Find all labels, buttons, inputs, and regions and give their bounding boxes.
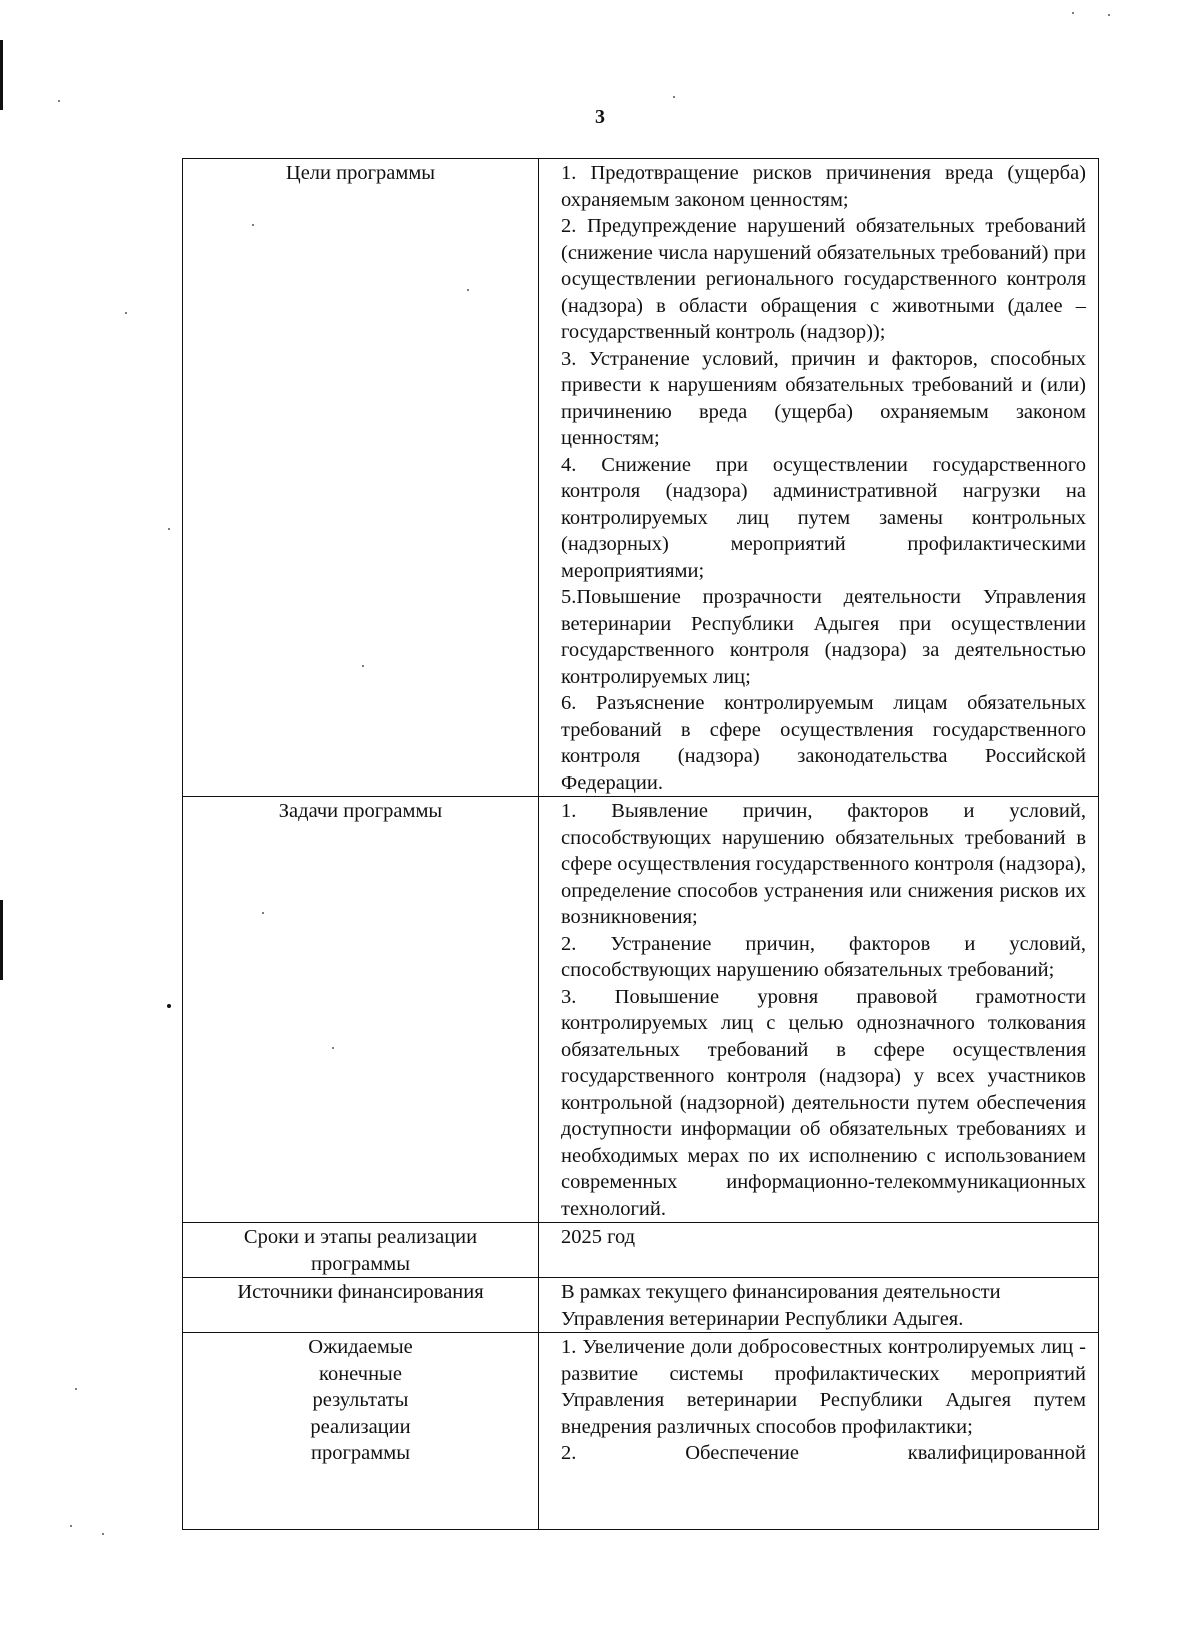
goal-item: 4. Снижение при осуществлении государственного контроля (надзора) административной нагрузки на контролируемых лиц путем замены контрольных (надзорных) мероприятий профилактическими мероприятиями; — [561, 453, 1086, 582]
row-content-funding — [539, 1278, 1099, 1333]
result-item: 1. Увеличение доли добросовестных контролируемых лиц - развитие системы профилактических мероприятий Управления ветеринарии Республики Адыгея путем внедрения различных способов профилактики; — [561, 1336, 1086, 1438]
task-item: 3. Повышение уровня правовой грамотности контролируемых лиц с целью однозначного толкования обязательных требований в сфере осуществления государственного контроля (надзора) у всех участников контрольной (надзорной) деятельности путем обеспечения доступности информации об обязательных требованиях и необходимых мерах по их исполнению с использованием современных информационно-телекоммуникационных технологий. — [561, 985, 1086, 1220]
goal-item: 3. Устранение условий, причин и факторов, способных привести к нарушениям обязательных требований и (или) причинению вреда (ущерба) охраняемым законом ценностям; — [561, 347, 1086, 449]
scan-speck — [168, 528, 170, 530]
scan-edge-mark — [0, 40, 3, 110]
scan-speck — [58, 100, 60, 102]
timeline-value: 2025 год — [561, 1226, 636, 1248]
scan-speck — [673, 96, 675, 98]
table-row-goals — [183, 159, 1099, 797]
row-label-funding: Источники финансирования — [183, 1278, 539, 1333]
row-label-goals: Цели программы — [183, 159, 539, 797]
page-number: 3 — [595, 106, 605, 128]
table-row-timeline — [183, 1223, 1099, 1278]
result-item: 2. Обеспечение квалифицированной — [561, 1442, 1086, 1464]
task-item: 2. Устранение причин, факторов и условий, способствующих нарушению обязательных требований; — [561, 932, 1086, 981]
goal-item: 5.Повышение прозрачности деятельности Управления ветеринарии Республики Адыгея при осуществлении государственного контроля (надзора) за деятельностью контролируемых лиц; — [561, 586, 1086, 688]
goal-item: 6. Разъяснение контролируемым лицам обязательных требований в сфере осуществления государственного контроля (надзора) законодательства Российской Федерации. — [561, 692, 1086, 794]
scan-speck — [75, 1388, 77, 1390]
row-label-timeline: Сроки и этапы реализации программы — [183, 1223, 539, 1278]
row-content-tasks — [539, 797, 1099, 1223]
goal-item: 2. Предупреждение нарушений обязательных требований (снижение числа нарушений обязательных требований) при осуществлении регионального государственного контроля (надзора) в области обращения с животными (далее – государственный контроль (надзор)); — [561, 215, 1086, 343]
scan-speck — [1108, 14, 1110, 16]
row-label-results: Ожидаемые конечные результаты реализации программы — [183, 1333, 539, 1530]
funding-value: В рамках текущего финансирования деятельности Управления ветеринарии Республики Адыгея. — [561, 1281, 1001, 1330]
task-item: 1. Выявление причин, факторов и условий, способствующих нарушению обязательных требований в сфере осуществления государственного контроля (надзора), определение способов устранения или снижения рисков их возникновения; — [561, 800, 1086, 928]
row-content-goals — [539, 159, 1099, 797]
table-row-funding — [183, 1278, 1099, 1333]
row-label-tasks: Задачи программы — [183, 797, 539, 1223]
program-passport-table — [182, 158, 1099, 1530]
row-content-results — [539, 1333, 1099, 1530]
scan-edge-mark — [0, 900, 3, 980]
table-row-results — [183, 1333, 1099, 1530]
row-content-timeline — [539, 1223, 1099, 1278]
goal-item: 1. Предотвращение рисков причинения вреда (ущерба) охраняемым законом ценностям; — [561, 162, 1086, 211]
scan-speck — [102, 1533, 104, 1535]
scan-speck — [70, 1525, 72, 1527]
scan-speck — [1072, 12, 1074, 14]
table-row-tasks — [183, 797, 1099, 1223]
scan-speck — [167, 1004, 171, 1008]
scan-speck — [125, 312, 127, 314]
